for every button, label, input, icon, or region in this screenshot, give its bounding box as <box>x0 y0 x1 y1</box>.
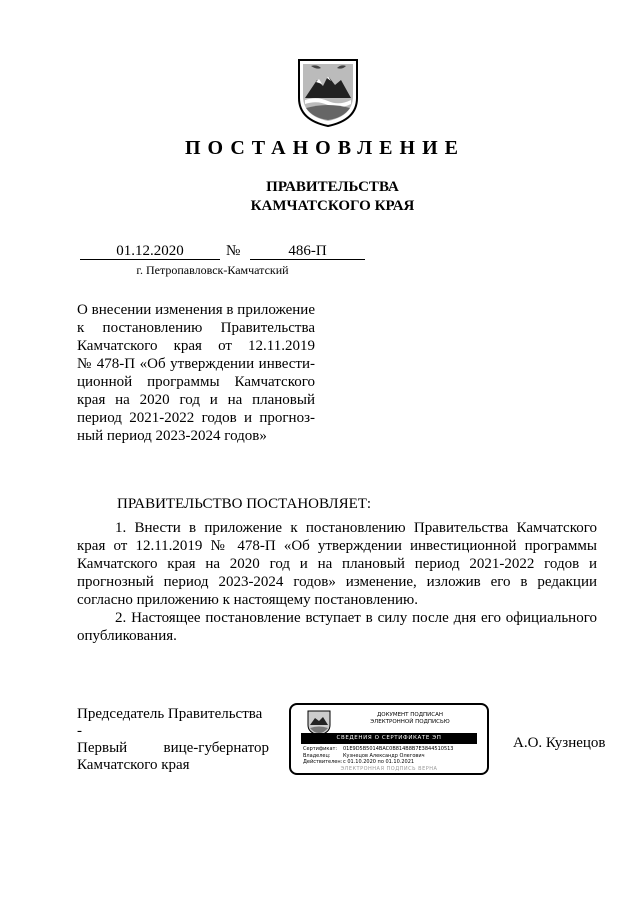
document-type-title: ПОСТАНОВЛЕНИЕ <box>185 137 465 159</box>
subject-line: ционной программы Камчатского <box>77 374 315 390</box>
body-line: края от 12.11.2019 № 478-П «Об утверждении инвестиционной программы <box>77 538 597 554</box>
signer-name: А.О. Кузнецов <box>513 735 606 751</box>
body-line: опубликования. <box>77 628 177 644</box>
stamp-certificate-bar: СВЕДЕНИЯ О СЕРТИФИКАТЕ ЭП <box>301 733 477 744</box>
document-subject <box>77 301 315 445</box>
document-number: 486-П <box>250 243 365 260</box>
document-date: 01.12.2020 <box>80 243 220 260</box>
stamp-header-line: ДОКУМЕНТ ПОДПИСАН <box>376 712 444 718</box>
signer-line: Первый вице-губернатор <box>77 740 269 756</box>
stamp-row-value: с 01.10.2020 по 01.10.2021 <box>343 759 415 766</box>
issuer-line: КАМЧАТСКОГО КРАЯ <box>250 198 415 214</box>
stamp-header <box>341 712 479 726</box>
body-line: согласно приложению к настоящему постановлению. <box>77 592 418 608</box>
stamp-row-key: Сертификат: <box>303 746 338 752</box>
body-line: 1. Внести в приложение к постановлению Правительства Камчатского <box>115 520 597 536</box>
city: г. Петропавловск-Камчатский <box>136 263 289 277</box>
subject-line: Камчатского края от 12.11.2019 <box>77 338 315 354</box>
body-line: прогнозный период 2023-2024 годов» изменение, изложив его в редакции <box>77 574 597 590</box>
stamp-details <box>303 746 454 766</box>
subject-line: О внесении изменения в приложение <box>77 302 315 318</box>
number-sign: № <box>226 243 241 259</box>
stamp-row <box>303 746 454 753</box>
body-line: 2. Настоящее постановление вступает в силу после дня его официального <box>115 610 597 626</box>
electronic-signature-stamp <box>289 703 489 775</box>
subject-line: края на 2020 год и на плановый <box>77 392 315 408</box>
stamp-row <box>303 759 454 766</box>
date-number-row <box>80 243 365 261</box>
issuer-name <box>0 178 640 216</box>
decree-heading: ПРАВИТЕЛЬСТВО ПОСТАНОВЛЯЕТ: <box>117 496 372 512</box>
kamchatka-coat-of-arms-icon <box>297 58 359 128</box>
document-body <box>77 519 597 645</box>
stamp-header-line: ЭЛЕКТРОННОЙ ПОДПИСЬЮ <box>370 719 450 725</box>
subject-line: период 2021-2022 годов и прогноз- <box>77 410 315 426</box>
subject-line: ный период 2023-2024 годов» <box>77 428 267 444</box>
stamp-row-key: Владелец: <box>303 752 331 759</box>
stamp-row-key: Действителен: <box>303 759 343 766</box>
subject-line: к постановлению Правительства <box>77 320 315 336</box>
issuer-line: ПРАВИТЕЛЬСТВА <box>266 179 399 195</box>
body-line: Камчатского края на 2020 год и на плановый период 2021-2022 годов и <box>77 556 597 572</box>
stamp-row-value: Кузнецов Александр Олегович <box>343 752 425 759</box>
signer-position <box>77 706 269 774</box>
signer-line: Председатель Правительства - <box>77 706 263 739</box>
stamp-footer: ЭЛЕКТРОННАЯ ПОДПИСЬ ВЕРНА <box>340 766 438 772</box>
signer-line: Камчатского края <box>77 757 190 773</box>
subject-line: № 478-П «Об утверждении инвести- <box>77 356 315 372</box>
stamp-row-value: 01E9D5B5014BAC0B814B8B7E3844510513 <box>343 746 454 752</box>
